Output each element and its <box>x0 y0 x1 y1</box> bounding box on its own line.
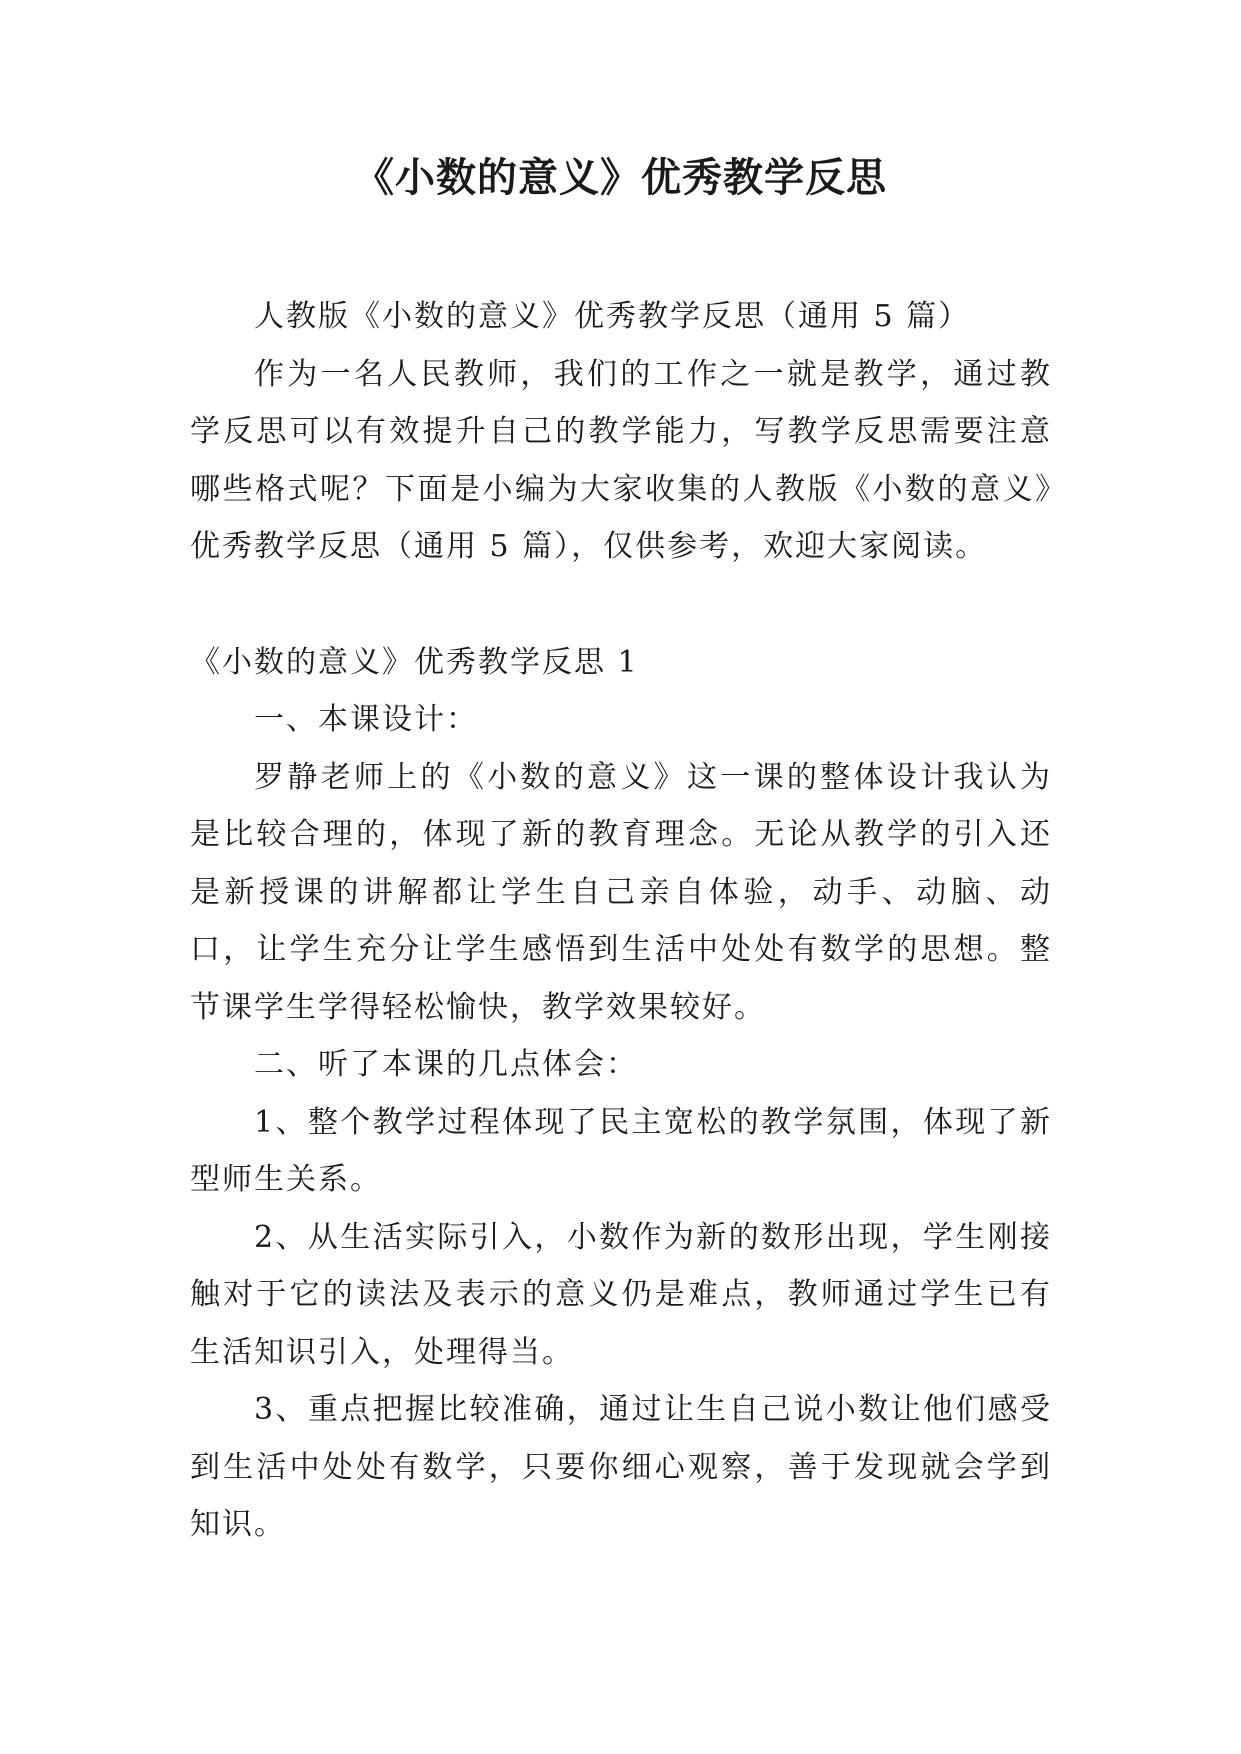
impression-item-1: 1、整个教学过程体现了民主宽松的教学氛围，体现了新型师生关系。 <box>190 1104 1052 1197</box>
paragraph-spacer <box>190 576 1052 634</box>
section-heading: 《小数的意义》优秀教学反思 1 <box>190 644 639 680</box>
document-body <box>190 288 1052 1554</box>
impression-item-3: 3、重点把握比较准确，通过让生自己说小数让他们感受到生活中处处有数学，只要你细心观察，善于发现就会学到知识。 <box>190 1392 1052 1542</box>
design-paragraph: 罗静老师上的《小数的意义》这一课的整体设计我认为是比较合理的，体现了新的教育理念。无论从教学的引入还是新授课的讲解都让学生自己亲自体验，动手、动脑、动口，让学生充分让学生感悟到生活中处处有数学的思想。整节课学生学得轻松愉快，教学效果较好。 <box>190 759 1052 1025</box>
document-subtitle: 人教版《小数的意义》优秀教学反思（通用 5 篇） <box>254 299 971 334</box>
heading-design: 一、本课设计： <box>254 702 478 737</box>
impression-item-2: 2、从生活实际引入，小数作为新的数形出现，学生刚接触对于它的读法及表示的意义仍是难点，教师通过学生已有生活知识引入，处理得当。 <box>190 1219 1052 1370</box>
intro-paragraph: 作为一名人民教师，我们的工作之一就是教学，通过教学反思可以有效提升自己的教学能力，写教学反思需要注意哪些格式呢？下面是小编为大家收集的人教版《小数的意义》优秀教学反思（通用 5 篇），仅供参考，欢迎大家阅读。 <box>190 356 1052 564</box>
document-title: 《小数的意义》优秀教学反思 <box>354 155 887 201</box>
heading-impressions: 二、听了本课的几点体会： <box>254 1047 638 1082</box>
